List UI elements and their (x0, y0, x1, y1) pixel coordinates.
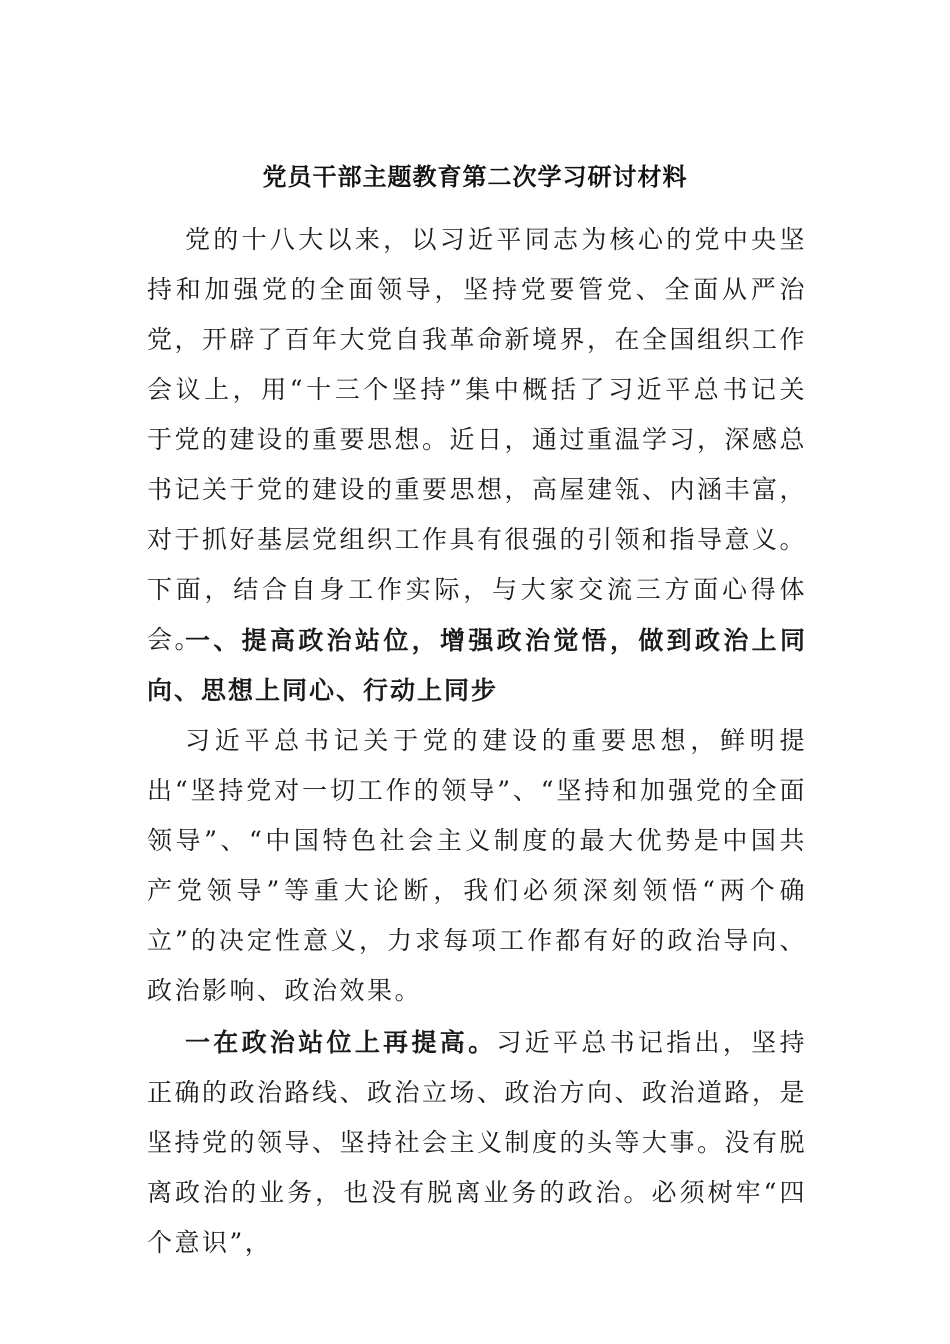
paragraph-point-1-lead: 一在政治站位上再提高。 (185, 1028, 497, 1057)
paragraph-section-1: 习近平总书记关于党的建设的重要思想，鲜明提出“坚持党对一切工作的领导”、“坚持和加强党的全面领导”、“中国特色社会主义制度的最大优势是中国共产党领导”等重大论断，我们必须深刻领悟“两个确立”的决定性意义，力求每项工作都有好的政治导向、政治影响、政治效果。 (147, 726, 807, 1005)
document-title: 党员干部主题教育第二次学习研讨材料 (262, 163, 688, 191)
paragraph-point-1 (147, 1018, 807, 1268)
section-heading-1: 一、提高政治站位，增强政治觉悟，做到政治上同向、思想上同心、行动上同步 (147, 626, 807, 705)
paragraph-intro: 党的十八大以来，以习近平同志为核心的党中央坚持和加强党的全面领导，坚持党要管党、全面从严治党，开辟了百年大党自我革命新境界，在全国组织工作会议上，用“十三个坚持”集中概括了习近平总书记关于党的建设的重要思想。近日，通过重温学习，深感总书记关于党的建设的重要思想，高屋建瓴、内涵丰富，对于抓好基层党组织工作具有很强的引领和指导意义。下面，结合自身工作实际，与大家交流三方面心得体会。 (147, 225, 808, 654)
paragraph-point-1-text: 习近平总书记指出，坚持正确的政治路线、政治立场、政治方向、政治道路，是坚持党的领导、坚持社会主义制度的头等大事。没有脱离政治的业务，也没有脱离业务的政治。必须树牢“四个意识”， (147, 1028, 808, 1257)
